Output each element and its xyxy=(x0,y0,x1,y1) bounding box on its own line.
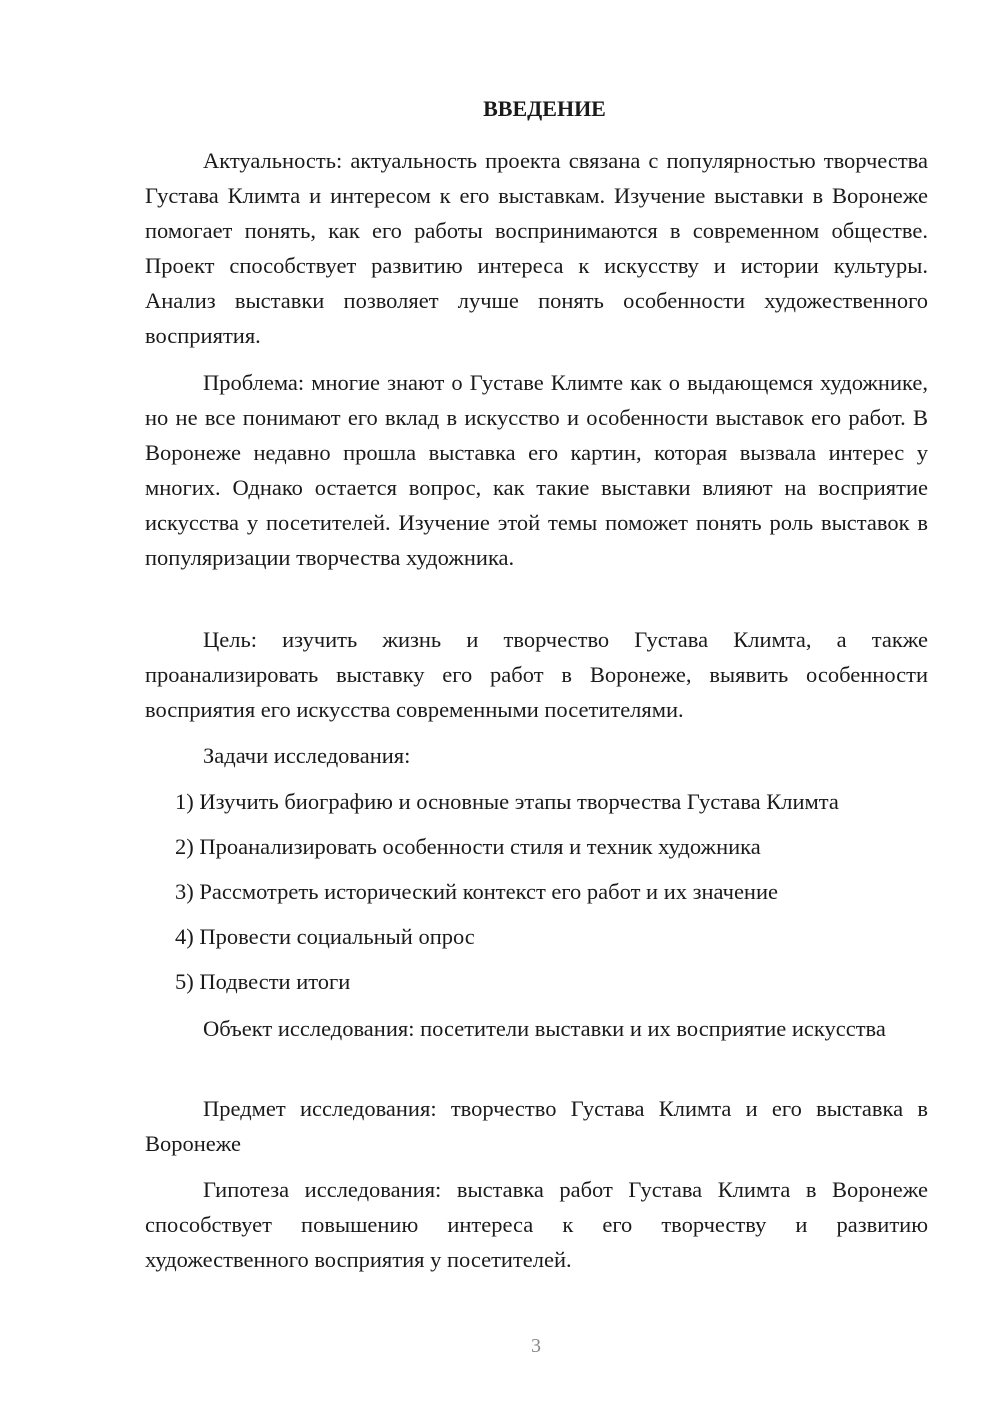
object-paragraph: Объект исследования: посетители выставки и их восприятие искусства xyxy=(203,1016,886,1041)
title-container xyxy=(145,96,928,122)
page-title: ВВЕДЕНИЕ xyxy=(483,96,606,121)
problem-paragraph: Проблема: многие знают о Густаве Климте как о выдающемся художнике, но не все понимают его вклад в искусство и особенности выставок его работ. В Воронеже недавно прошла выставка его картин, которая вызвала интерес у многих. Однако остается вопрос, как такие выставки влияют на восприятие искусства у посетителей. Изучение этой темы поможет понять роль выставок в популяризации творчества художника. xyxy=(145,370,928,570)
goal-paragraph: Цель: изучить жизнь и творчество Густава Климта, а также проанализировать выставку его работ в Воронеже, выявить особенности восприятия его искусства современными посетителями. xyxy=(145,627,928,722)
hypothesis-paragraph: Гипотеза исследования: выставка работ Густава Климта в Воронеже способствует повышению интереса к его творчеству и развитию художественного восприятия у посетителей. xyxy=(145,1177,928,1272)
task-item-4: 4) Провести социальный опрос xyxy=(175,924,475,949)
page-number: 3 xyxy=(531,1335,541,1357)
task-item-5: 5) Подвести итоги xyxy=(175,969,351,994)
tasks-heading: Задачи исследования: xyxy=(203,743,411,768)
relevance-paragraph: Актуальность: актуальность проекта связана с популярностью творчества Густава Климта и интересом к его выставкам. Изучение выставки в Воронеже помогает понять, как его работы воспринимаются в современном обществе. Проект способствует развитию интереса к искусству и истории культуры. Анализ выставки позволяет лучше понять особенности художественного восприятия. xyxy=(145,148,928,348)
subject-paragraph: Предмет исследования: творчество Густава Климта и его выставка в Воронеже xyxy=(145,1096,928,1156)
task-item-3: 3) Рассмотреть исторический контекст его работ и их значение xyxy=(175,879,778,904)
task-item-1: 1) Изучить биографию и основные этапы творчества Густава Климта xyxy=(175,789,839,814)
task-item-2: 2) Проанализировать особенности стиля и техник художника xyxy=(175,834,761,859)
